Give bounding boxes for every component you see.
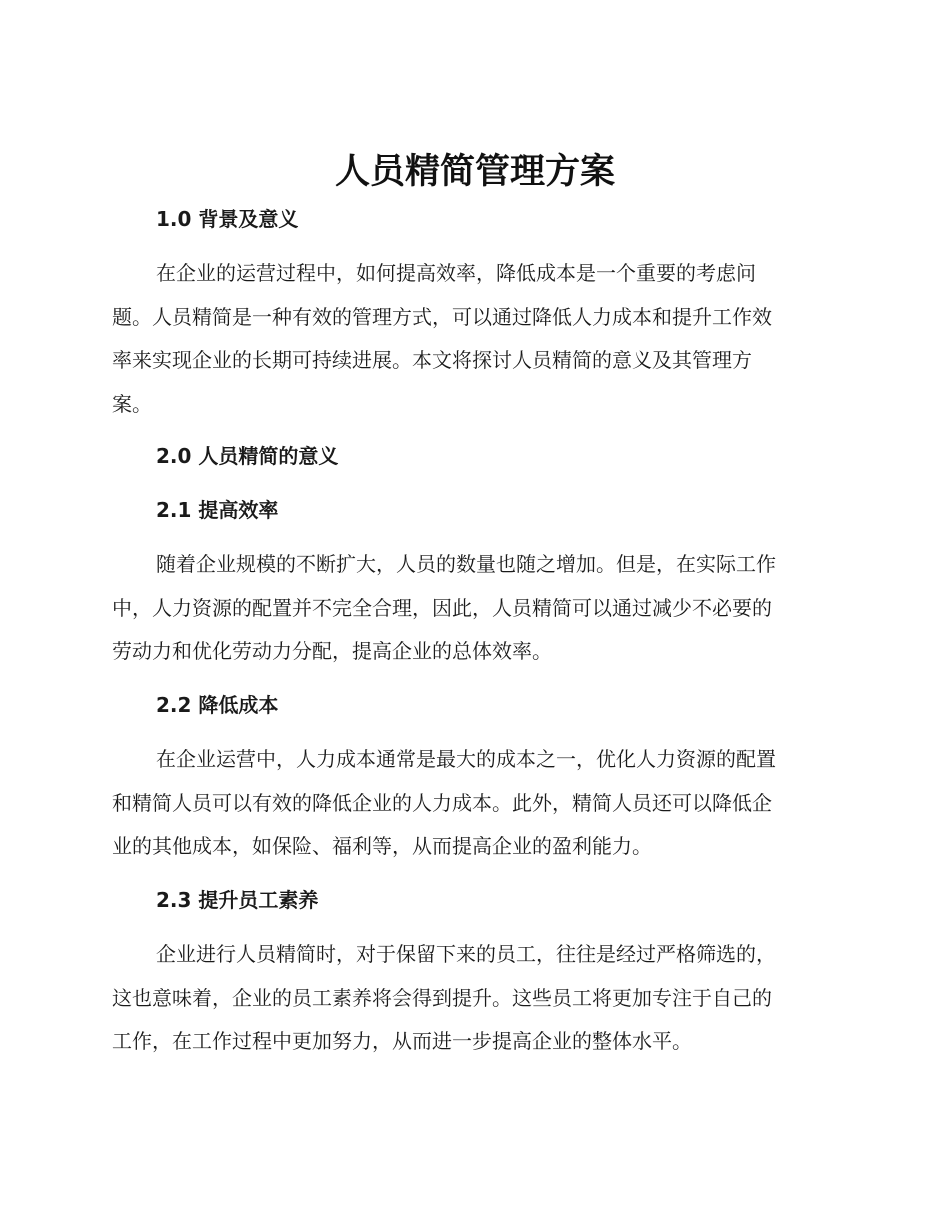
paragraph-line: 案。: [112, 391, 152, 416]
paragraph-line: 劳动力和优化劳动力分配，提高企业的总体效率。: [112, 639, 552, 663]
section-paragraph: [112, 252, 832, 426]
paragraph-line: 和精简人员可以有效的降低企业的人力成本。此外，精简人员还可以降低企: [112, 790, 772, 815]
paragraph-line: 率来实现企业的长期可持续进展。本文将探讨人员精简的意义及其管理方: [112, 348, 752, 372]
paragraph-line: 在企业运营中，人力成本通常是最大的成本之一，优化人力资源的配置: [156, 747, 776, 771]
paragraph-line: 随着企业规模的不断扩大，人员的数量也随之增加。但是，在实际工作: [156, 552, 776, 576]
paragraph-line: 工作，在工作过程中更加努力，从而进一步提高企业的整体水平。: [112, 1029, 692, 1053]
paragraph-line: 题。人员精简是一种有效的管理方式，可以通过降低人力成本和提升工作效: [112, 304, 772, 329]
section-paragraph: [112, 543, 832, 674]
document-title: 人员精简管理方案: [334, 152, 615, 192]
section-heading: 1.0 背景及意义: [156, 207, 299, 231]
paragraph-line: 这也意味着，企业的员工素养将会得到提升。这些员工将更加专注于自己的: [112, 985, 772, 1010]
section-paragraph: [112, 738, 832, 869]
section-heading: 2.2 降低成本: [156, 693, 279, 717]
paragraph-line: 企业进行人员精简时，对于保留下来的员工，往往是经过严格筛选的，: [156, 942, 776, 966]
section-heading: 2.3 提升员工素养: [156, 888, 319, 912]
section-heading: 2.0 人员精简的意义: [156, 444, 339, 468]
section-heading: 2.1 提高效率: [156, 498, 279, 522]
paragraph-line: 在企业的运营过程中，如何提高效率，降低成本是一个重要的考虑问: [156, 261, 756, 285]
paragraph-line: 中，人力资源的配置并不完全合理，因此，人员精简可以通过减少不必要的: [112, 595, 772, 620]
paragraph-line: 业的其他成本，如保险、福利等，从而提高企业的盈利能力。: [112, 834, 652, 858]
section-paragraph: [112, 933, 832, 1064]
